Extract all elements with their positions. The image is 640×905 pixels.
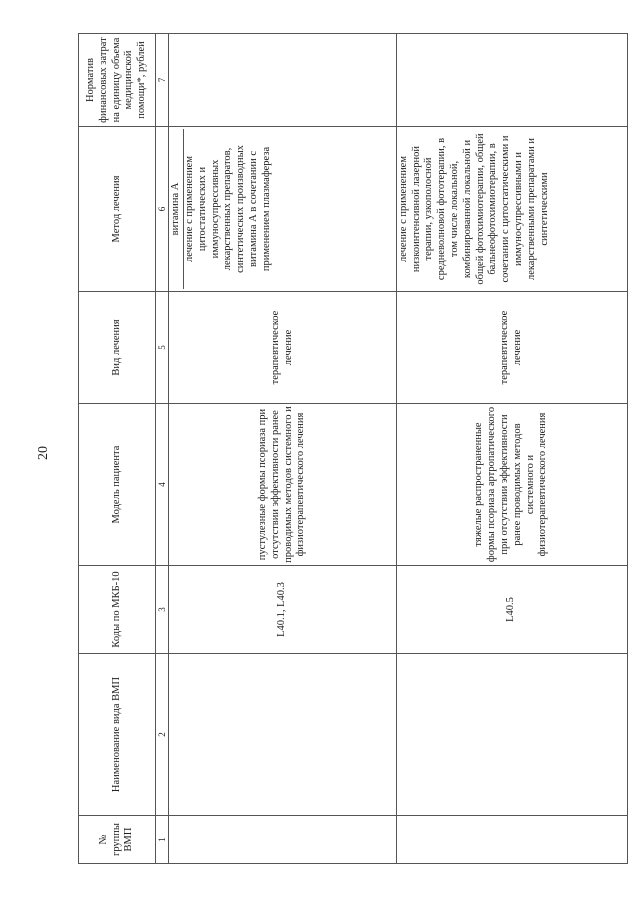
patient-model-cell: тяжелые распространенные формы псориаза артропатического при отсутствии эффективности ранее проводимых методов системного и физиотерапевтического лечения — [396, 404, 627, 566]
column-number: 6 — [156, 127, 169, 292]
column-number: 3 — [156, 566, 169, 654]
method-line: лечение с применением цитостатических и иммуносупрессивных лекарственных препаратов, синтетических производных витамина А в сочетании с применением плазмафереза — [184, 145, 272, 273]
column-number: 7 — [156, 34, 169, 127]
column-number: 1 — [156, 816, 169, 864]
vmp-name-cell — [169, 654, 396, 816]
header-group-number: № группы ВМП — [79, 816, 156, 864]
vmp-table — [78, 33, 628, 864]
table-row — [169, 34, 396, 864]
cost-norm-cell — [396, 34, 627, 127]
header-treatment-type: Вид лечения — [79, 292, 156, 404]
page-number: 20 — [36, 446, 51, 460]
method-line: лечение с применением низкоинтенсивной лазерной терапии, узкополосной средневолновой фототерапии, в том числе локальной, комбинированной локальной и общей фотохимиотерапии, общей бальнеофотохимиотерапии, в сочетании с цитостатическими и иммуносупрессивными и лекарственными препаратами и синтетическими — [397, 133, 550, 285]
header-patient-model: Модель пациента — [79, 404, 156, 566]
treatment-type-cell: терапевтическое лечение — [396, 292, 627, 404]
method-line: витамина А — [170, 129, 184, 289]
group-cell — [396, 816, 627, 864]
column-number: 5 — [156, 292, 169, 404]
vmp-name-cell — [396, 654, 627, 816]
group-cell — [169, 816, 396, 864]
treatment-type-cell: терапевтическое лечение — [169, 292, 396, 404]
column-number: 2 — [156, 654, 169, 816]
cost-norm-cell — [169, 34, 396, 127]
icd-codes-cell: L40.1, L40.3 — [169, 566, 396, 654]
header-treatment-method: Метод лечения — [79, 127, 156, 292]
header-cost-norm: Норматив финансовых затрат на единицу объема медицинской помощи*, рублей — [79, 34, 156, 127]
column-number: 4 — [156, 404, 169, 566]
vmp-table-rotated — [78, 34, 628, 864]
column-number-row — [156, 34, 169, 864]
header-icd-codes: Коды по МКБ-10 — [79, 566, 156, 654]
table-row — [396, 34, 627, 864]
treatment-method-cell — [396, 127, 627, 292]
header-vmp-name: Наименование вида ВМП — [79, 654, 156, 816]
header-row — [79, 34, 156, 864]
treatment-method-cell — [169, 127, 396, 292]
patient-model-cell: пустулезные формы псориаза при отсутствии эффективности ранее проводимых методов системного и физиотерапевтического лечения — [169, 404, 396, 566]
icd-codes-cell: L40.5 — [396, 566, 627, 654]
